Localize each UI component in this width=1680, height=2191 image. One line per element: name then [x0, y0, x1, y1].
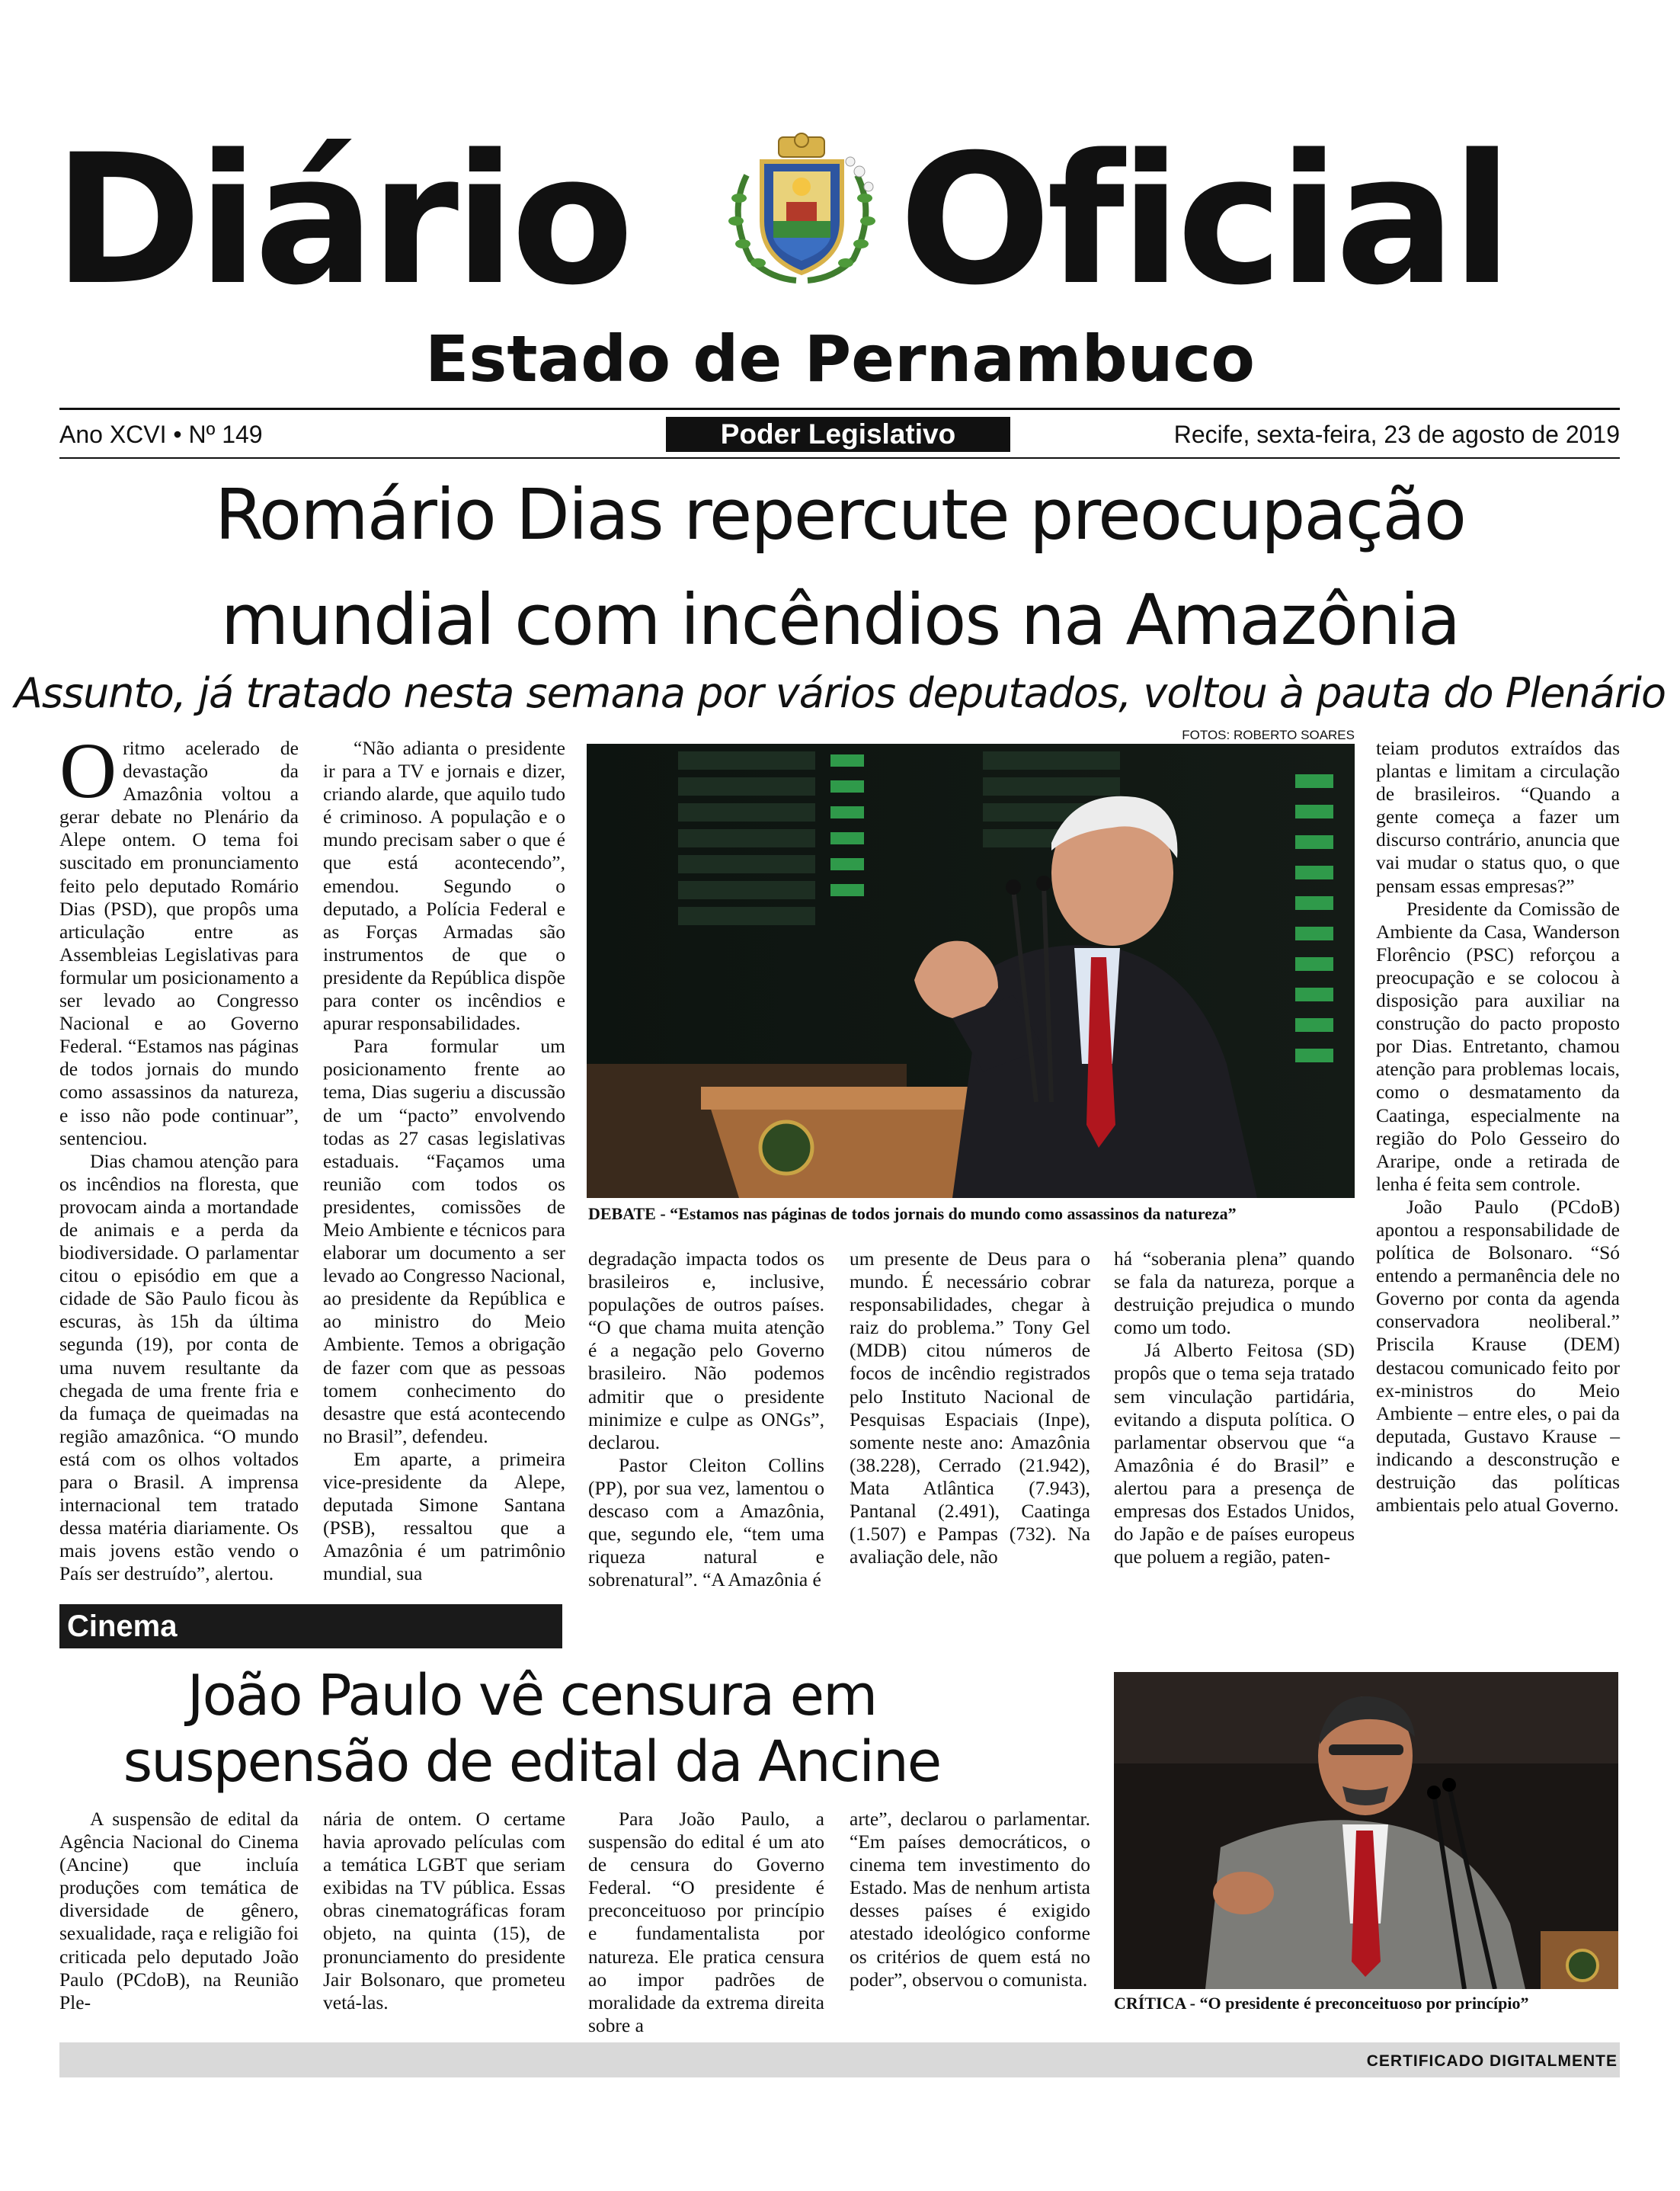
lead-column-4: [850, 1248, 1090, 1568]
lead-deck: Assunto, já tratado nesta semana por vários deputados, voltou à pauta do Plenário: [14, 669, 1666, 717]
cinema-col1-para: A suspensão de edital da Agência Nacional do Cinema (Ancine) que incluía produções com temática de diversidade de gênero, sexualidade, raça e religião foi criticada pelo deputado João Paulo (PCdoB), na Reunião Ple-: [59, 1808, 299, 2013]
lead-headline-line1: Romário Dias repercute preocupação: [215, 474, 1465, 556]
lead-col2-para: “Não adianta o presidente ir para a TV e jornais e dizer, criando alarde, que aquilo tudo é criminoso. A população e o mundo precisam saber o que é que está acontecendo”, emendou. Segundo o deputado, a Polícia Federal e as Forças Armadas são instrumentos de que o presidente da República dispõe para conter os incêndios e apurar responsabilidades.: [323, 737, 565, 1035]
masthead-title-left: Diário: [53, 117, 630, 325]
coat-of-arms-icon: [716, 130, 888, 286]
masthead-title-right: Oficial: [899, 117, 1509, 325]
lead-col5-para: Já Alberto Feitosa (SD) propôs que o tema seja tratado sem vinculação partidária, evitando a disputa política. O parlamentar observou que “a Amazônia é do Brasil” e alertou para a presença de empresas dos Estados Unidos, do Japão e de países europeus que poluem a região, paten-: [1114, 1339, 1355, 1568]
lead-col2-para: Em aparte, a primeira vice-presidente da Alepe, deputada Simone Santana (PSB), ressaltou que a Amazônia é um patrimônio mundial, sua: [323, 1447, 565, 1585]
dateline: Recife, sexta-feira, 23 de agosto de 2019: [1173, 421, 1620, 448]
lead-col1-para: Dias chamou atenção para os incêndios na floresta, que provocam ainda a mortandade de animais e a perda da biodiversidade. O parlamentar citou o episódio em que a cidade de São Paulo ficou às escuras, às 15h da última segunda (19), por conta de uma nuvem resultante da chegada de uma frente fria e da fumaça de queimadas na região amazônica. “O mundo está com os olhos voltados para o Brasil. A imprensa internacional tem tratado dessa matéria diariamente. Os mais jovens estão vendo o País ser destruído”, alertou.: [59, 1149, 299, 1585]
drop-cap: O: [59, 727, 117, 815]
lead-photo-caption: [588, 1204, 1355, 1224]
lead-col4-para: um presente de Deus para o mundo. É necessário cobrar responsabilidades, chegar à raiz do problema.” Tony Gel (MDB) citou números de focos de incêndio registrados pelo Instituto Nacional de Pesquisas Espaciais (Inpe), somente neste ano: Amazônia (38.228), Cerrado (21.942), Mata Atlântica (7.943), Pantanal (2.491), Caatinga (1.507) e Pampas (732). Na avaliação dele, não: [850, 1248, 1090, 1568]
lead-col3-para: degradação impacta todos os brasileiros e, inclusive, populações de outros países. “O que chama muita atenção é a negação pelo Governo brasileiro. Não podemos admitir que o presidente minimize e culpe as ONGs”, declarou.: [588, 1248, 824, 1453]
lead-column-6: [1376, 737, 1620, 1517]
lead-col1-para: Oritmo acelerado de devastação da Amazônia voltou a gerar debate no Plenário da Alepe ontem. O tema foi suscitado em pronunciamento feito pelo deputado Romário Dias (PSD), que propôs uma articulação entre as Assembleias Legislativas para formular um posicionamento a ser levado ao Congresso Nacional e ao Governo Federal. “Estamos nas páginas de todos jornais do mundo como assassinos da natureza, e isso não pode continuar”, sentenciou.: [59, 727, 299, 1149]
digital-certification-note: CERTIFICADO DIGITALMENTE: [1366, 2052, 1618, 2070]
cinema-headline-line1: João Paulo vê censura em: [187, 1663, 877, 1728]
masthead-rule-top: [59, 408, 1620, 410]
caption-label: CRÍTICA -: [1114, 1994, 1200, 2013]
caption-text: “Estamos nas páginas de todos jornais do mundo como assassinos da natureza”: [670, 1204, 1237, 1223]
section-label-cinema: Cinema: [59, 1604, 562, 1648]
lead-column-2: [323, 737, 565, 1585]
lead-column-1: [59, 727, 299, 1585]
masthead-subtitle: Estado de Pernambuco: [424, 322, 1256, 396]
caption-label: DEBATE -: [588, 1204, 670, 1223]
section-badge: Poder Legislativo: [666, 417, 1010, 452]
cinema-photo: [1114, 1672, 1618, 1989]
lead-col6-para: Presidente da Comissão de Ambiente da Casa, Wanderson Florêncio (PSC) reforçou a preocupação e se colocou à disposição para auxiliar na construção do pacto proposto por Dias. Entretanto, chamou atenção para problemas locais, como o desmatamento da Caatinga, especialmente na região do Polo Gesseiro do Araripe, onde a retirada de lenha é feita sem controle.: [1376, 897, 1620, 1195]
cinema-col2-para: nária de ontem. O certame havia aprovado películas com a temática LGBT que seriam exibidas na TV pública. Essas obras cinematográficas foram objeto, na quinta (15), de pronunciamento do presidente Jair Bolsonaro, que prometeu vetá-las.: [323, 1808, 565, 2013]
lead-column-5: [1114, 1248, 1355, 1568]
lead-col3-para: Pastor Cleiton Collins (PP), por sua vez, lamentou o descaso com a Amazônia, que, segundo ele, “tem uma riqueza natural e sobrenatural”. “A Amazônia é: [588, 1453, 824, 1591]
masthead-rule-bottom: [59, 457, 1620, 459]
cinema-photo-caption: [1114, 1994, 1620, 2013]
lead-col5-para: há “soberania plena” quando se fala da natureza, porque a destruição prejudica o mundo como um todo.: [1114, 1248, 1355, 1339]
lead-col2-para: Para formular um posicionamento frente ao tema, Dias sugeriu a discussão de um “pacto” envolvendo todas as 27 casas legislativas estaduais. “Façamos uma reunião com todos os presidentes, comissões de Meio Ambiente e técnicos para elaborar um documento a ser levado ao Congresso Nacional, ao presidente da República e ao ministro do Meio Ambiente. Temos a obrigação de fazer com que as pessoas tomem conhecimento do desastre que está acontecendo no Brasil”, defendeu.: [323, 1035, 565, 1447]
cinema-column-2: [323, 1808, 565, 2014]
cinema-column-1: [59, 1808, 299, 2014]
lead-headline-line2: mundial com incêndios na Amazônia: [220, 579, 1460, 661]
cinema-col3-para: Para João Paulo, a suspensão do edital é um ato de censura do Governo Federal. “O presidente é preconceituoso por princípio e fundamentalista por natureza. Ele pratica censura ao impor padrões de moralidade da extrema direita sobre a: [588, 1808, 824, 2036]
lead-column-3: [588, 1248, 824, 1591]
lead-col6-para: João Paulo (PCdoB) apontou a responsabilidade de política de Bolsonaro. “Só entendo a permanência dele no Governo por conta da agenda conservadora neoliberal.” Priscila Krause (DEM) destacou comunicado feito por ex-ministros do Meio Ambiente – entre eles, o pai da deputada, Gustavo Krause – indicando a desconstrução e destruição das políticas ambientais pelo atual Governo.: [1376, 1195, 1620, 1517]
photo-credit: FOTOS: ROBERTO SOARES: [1182, 728, 1355, 742]
cinema-column-3: [588, 1808, 824, 2037]
lead-col6-para: teiam produtos extraídos das plantas e limitam a circulação de brasileiros. “Quando a gente começa a fazer um discurso contrário, anuncia que vai mudar o status quo, o que pensam essas empresas?”: [1376, 737, 1620, 897]
cinema-col4-para: arte”, declarou o parlamentar. “Em países democráticos, o cinema tem investimento do Estado. Mas de nenhum artista desses países é exigido atestado ideológico conforme os critérios de quem está no poder”, observou o comunista.: [850, 1808, 1090, 1991]
cinema-column-4: [850, 1808, 1090, 1991]
lead-photo: [587, 744, 1355, 1198]
edition-number: Ano XCVI • Nº 149: [59, 421, 263, 448]
cinema-headline-line2: suspensão de edital da Ancine: [123, 1729, 941, 1795]
caption-text: “O presidente é preconceituoso por princípio”: [1199, 1994, 1529, 2013]
